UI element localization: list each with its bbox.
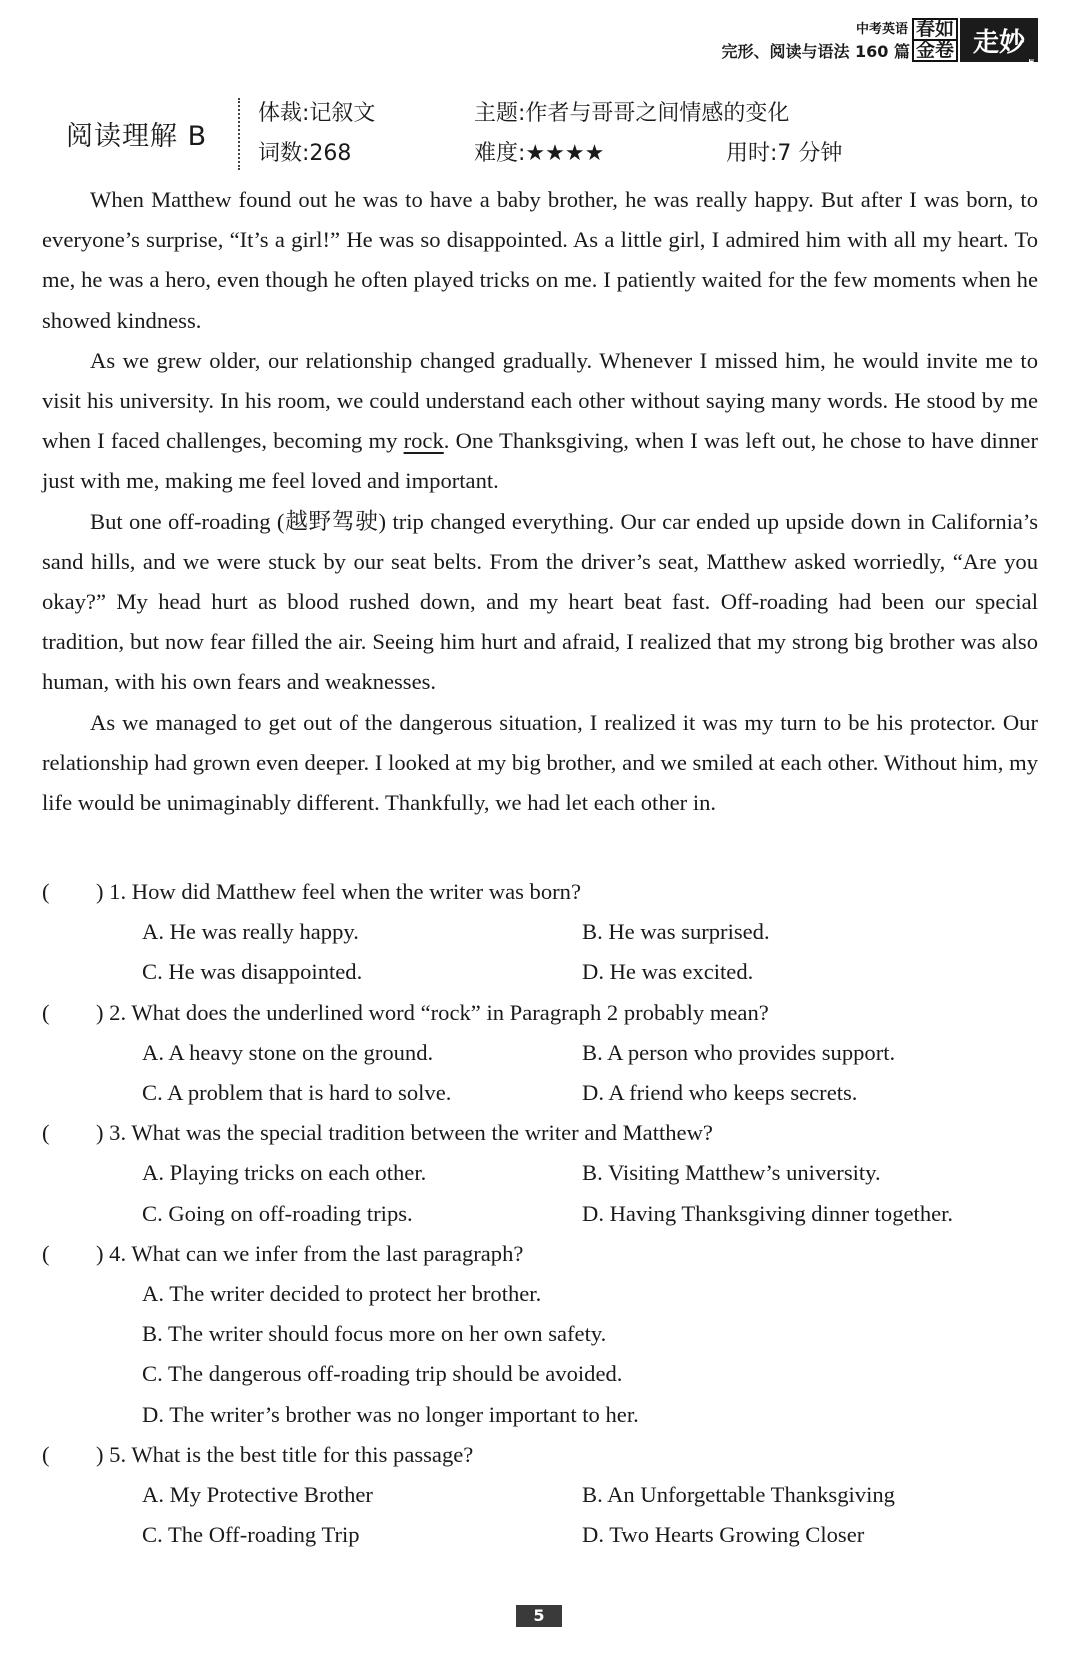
option-c: C. He was disappointed.	[142, 959, 363, 985]
brand-header	[721, 18, 1038, 92]
question-2	[42, 993, 1038, 1114]
question-stem	[42, 1113, 1038, 1153]
paragraph-2	[42, 341, 1038, 502]
question-text: ) 5. What is the best title for this passage?	[96, 1441, 474, 1467]
question-5	[42, 1435, 1038, 1556]
brand-text	[721, 18, 958, 62]
brand-logo	[960, 18, 1038, 92]
reading-passage	[42, 180, 1038, 823]
answer-paren-open: (	[42, 999, 50, 1025]
meta-theme: 主题:作者与哥哥之间情感的变化	[474, 101, 790, 126]
answer-paren-open: (	[42, 1120, 50, 1146]
answer-blank[interactable]	[62, 1435, 96, 1475]
question-1	[42, 872, 1038, 993]
question-text: ) 1. How did Matthew feel when the writer was born?	[96, 879, 581, 904]
option-c: C. The Off-roading Trip	[142, 1522, 360, 1548]
option-a: A. Playing tricks on each other.	[142, 1160, 427, 1186]
meta-word-count: 词数:268	[258, 141, 352, 166]
option-d: D. Having Thanksgiving dinner together.	[582, 1200, 954, 1226]
question-list	[42, 872, 1038, 1555]
option-c: C. The dangerous off-roading trip should be avoided.	[142, 1361, 623, 1387]
option-d: D. A friend who keeps secrets.	[582, 1080, 858, 1106]
question-stem	[42, 993, 1038, 1033]
brand-badge: 中考英语	[855, 21, 908, 37]
answer-blank[interactable]	[62, 872, 96, 912]
answer-paren-open: (	[42, 1240, 50, 1266]
meta-time: 用时:7 分钟	[726, 141, 843, 166]
option-grid	[42, 1475, 1038, 1555]
option-b: B. He was surprised.	[582, 919, 770, 945]
brand-line-1	[856, 18, 958, 41]
paragraph-1: When Matthew found out he was to have a baby brother, he was really happy. But after I was born, to everyone’s surprise, “It’s a girl!” He was so disappointed. As a little girl, I admired him with all my heart. To me, he was a hero, even though he often played tricks on me. I patiently waited for the few moments when he showed kindness.	[42, 187, 1038, 333]
meta-difficulty: 难度:★★★★	[474, 141, 605, 166]
question-text: ) 4. What can we infer from the last paragraph?	[96, 1240, 524, 1266]
question-stem	[42, 1435, 1038, 1475]
option-grid	[42, 912, 1038, 992]
question-stem	[42, 872, 1038, 912]
underlined-word-rock: rock	[403, 428, 444, 454]
option-b: B. The writer should focus more on her own safety.	[142, 1321, 607, 1347]
option-d: D. He was excited.	[582, 959, 754, 985]
brand-logo-sub: CULTURE	[1028, 58, 1035, 92]
question-stem	[42, 1234, 1038, 1274]
paragraph-2-part-b: . One Thanksgiving, when I was left out, he chose to have dinner just with me, making me feel loved and important.	[42, 428, 1038, 494]
brand-series-2: 金卷	[912, 41, 958, 62]
brand-line-2	[721, 41, 958, 62]
paragraph-2-part-a: As we grew older, our relationship changed gradually. Whenever I missed him, he would invite me to visit his university. In his room, we could understand each other without saying many words. He stood by me when I faced challenges, becoming my	[42, 347, 1038, 454]
option-grid	[42, 1153, 1038, 1233]
question-3	[42, 1113, 1038, 1234]
option-b: B. An Unforgettable Thanksgiving	[582, 1482, 895, 1508]
option-a: A. A heavy stone on the ground.	[142, 1039, 434, 1065]
paragraph-3: But one off-roading (越野驾驶) trip changed everything. Our car ended up upside down in California’s sand hills, and we were stuck by our seat belts. From the driver’s seat, Matthew asked worriedly, “Are you okay?” My head hurt as blood rushed down, and my heart beat fast. Off-roading had been our special tradition, but now fear filled the air. Seeing him hurt and afraid, I realized that my strong big brother was also human, with his own fears and weaknesses.	[42, 508, 1038, 695]
option-a: A. He was really happy.	[142, 919, 359, 945]
option-d: D. Two Hearts Growing Closer	[582, 1522, 865, 1548]
section-title: 阅读理解 B	[66, 121, 208, 152]
option-grid	[42, 1033, 1038, 1113]
brand-series-1: 春如	[912, 18, 958, 41]
question-text: ) 2. What does the underlined word “rock” in Paragraph 2 probably mean?	[96, 999, 769, 1025]
question-4	[42, 1234, 1038, 1435]
meta-genre: 体裁:记叙文	[258, 101, 376, 126]
answer-blank[interactable]	[62, 993, 96, 1033]
section-header	[66, 94, 1026, 174]
brand-subtitle: 完形、阅读与语法 160 篇	[721, 41, 910, 61]
option-c: C. A problem that is hard to solve.	[142, 1080, 452, 1106]
page-number: 5	[516, 1605, 562, 1627]
option-b: B. Visiting Matthew’s university.	[582, 1160, 881, 1186]
option-b: B. A person who provides support.	[582, 1039, 896, 1065]
paragraph-4: As we managed to get out of the dangerous situation, I realized it was my turn to be his protector. Our relationship had grown even deeper. I looked at my big brother, and we smiled at each other. Without him, my life would be unimaginably different. Thankfully, we had let each other in.	[42, 709, 1038, 816]
answer-blank[interactable]	[62, 1234, 96, 1274]
option-a: A. The writer decided to protect her brother.	[142, 1281, 542, 1307]
answer-blank[interactable]	[62, 1113, 96, 1153]
answer-paren-open: (	[42, 879, 50, 904]
option-list	[42, 1274, 1038, 1435]
question-text: ) 3. What was the special tradition between the writer and Matthew?	[96, 1120, 713, 1146]
section-divider	[238, 98, 240, 170]
option-c: C. Going on off-roading trips.	[142, 1200, 413, 1226]
option-a: A. My Protective Brother	[142, 1482, 373, 1508]
option-d: D. The writer’s brother was no longer important to her.	[142, 1401, 639, 1427]
brand-logo-text: 走妙	[972, 27, 1025, 58]
answer-paren-open: (	[42, 1441, 50, 1467]
